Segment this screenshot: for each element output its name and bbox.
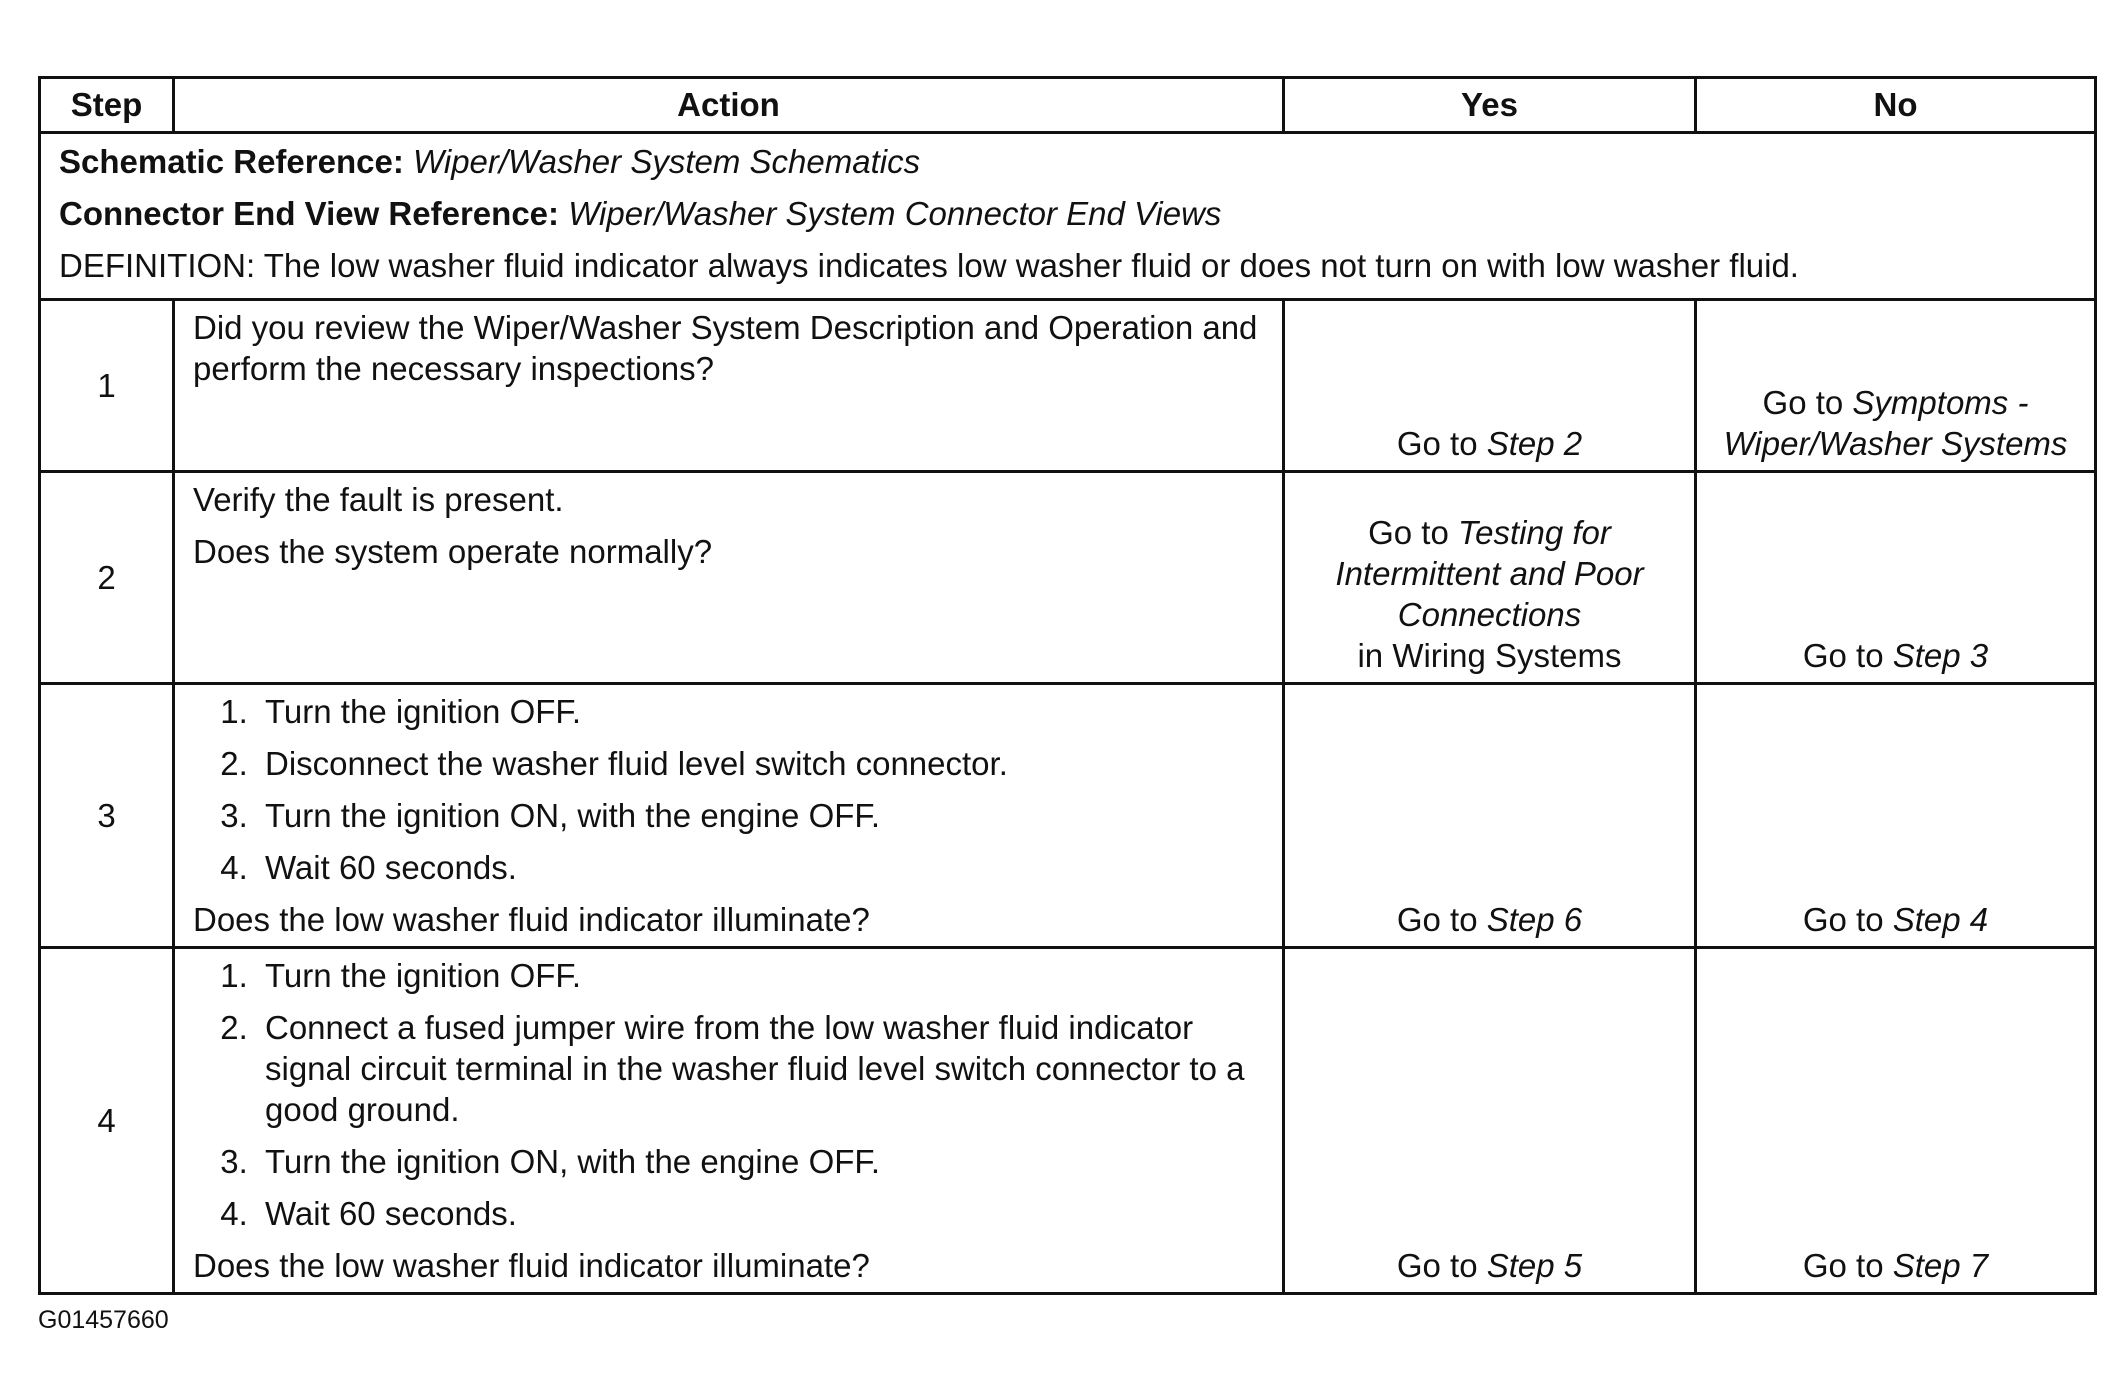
action-item: 4. Wait 60 seconds. — [257, 1193, 1264, 1234]
figure-id: G01457660 — [38, 1306, 169, 1334]
header-yes: Yes — [1284, 78, 1696, 133]
step-row-3 — [40, 684, 2096, 948]
step-action — [174, 472, 1284, 684]
no-result — [1696, 472, 2096, 684]
no-prefix: Go to — [1802, 901, 1893, 938]
no-link[interactable]: Symptoms - Wiper/Washer Systems — [1723, 384, 2068, 462]
diagnostic-table — [38, 76, 2097, 1295]
yes-result — [1284, 684, 1696, 948]
schematic-reference-label: Schematic Reference: — [59, 143, 404, 180]
action-item: 3. Turn the ignition ON, with the engine OFF. — [257, 795, 1264, 836]
header-row — [40, 78, 2096, 133]
no-result — [1696, 684, 2096, 948]
definition-text: DEFINITION: The low washer fluid indicator always indicates low washer fluid or does not turn on with low washer fluid. — [59, 247, 1799, 284]
action-item: 1. Turn the ignition OFF. — [257, 955, 1264, 996]
action-item: 2. Disconnect the washer fluid level switch connector. — [257, 743, 1264, 784]
step-question: Does the low washer fluid indicator illuminate? — [193, 1247, 870, 1284]
action-item: 4. Wait 60 seconds. — [257, 847, 1264, 888]
step-intro: Verify the fault is present. — [193, 481, 564, 518]
action-item: 1. Turn the ignition OFF. — [257, 691, 1264, 732]
connector-reference-label: Connector End View Reference: — [59, 195, 560, 232]
step-action — [174, 300, 1284, 472]
yes-link[interactable]: Step 5 — [1486, 1247, 1583, 1284]
no-link[interactable]: Step 4 — [1892, 901, 1989, 938]
header-step: Step — [40, 78, 174, 133]
action-list — [193, 955, 1264, 1234]
yes-result — [1284, 472, 1696, 684]
yes-link[interactable]: Testing for Intermittent and Poor Connections — [1335, 514, 1644, 633]
yes-suffix: in Wiring Systems — [1357, 637, 1622, 674]
step-row-2 — [40, 472, 2096, 684]
action-item: 2. Connect a fused jumper wire from the low washer fluid indicator signal circuit terminal in the washer fluid level switch connector to a good ground. — [257, 1007, 1264, 1130]
yes-link[interactable]: Step 6 — [1486, 901, 1583, 938]
action-list — [193, 691, 1264, 888]
connector-reference — [59, 188, 2076, 240]
step-number: 4 — [40, 948, 174, 1294]
connector-reference-link[interactable]: Wiper/Washer System Connector End Views — [568, 195, 1222, 232]
yes-prefix: Go to — [1396, 425, 1487, 462]
step-row-4 — [40, 948, 2096, 1294]
no-result — [1696, 300, 2096, 472]
action-item: 3. Turn the ignition ON, with the engine OFF. — [257, 1141, 1264, 1182]
yes-link[interactable]: Step 2 — [1486, 425, 1583, 462]
yes-result — [1284, 300, 1696, 472]
yes-prefix: Go to — [1396, 1247, 1487, 1284]
step-number: 2 — [40, 472, 174, 684]
header-action: Action — [174, 78, 1284, 133]
no-link[interactable]: Step 3 — [1892, 637, 1989, 674]
reference-cell — [40, 133, 2096, 300]
schematic-reference-link[interactable]: Wiper/Washer System Schematics — [413, 143, 921, 180]
no-prefix: Go to — [1762, 384, 1853, 421]
schematic-reference — [59, 136, 2076, 188]
header-no: No — [1696, 78, 2096, 133]
diagnostic-table-container — [38, 76, 2094, 1295]
no-prefix: Go to — [1802, 1247, 1893, 1284]
step-action — [174, 684, 1284, 948]
reference-row — [40, 133, 2096, 300]
step-row-1 — [40, 300, 2096, 472]
yes-prefix: Go to — [1368, 514, 1458, 551]
step-number: 3 — [40, 684, 174, 948]
step-question: Did you review the Wiper/Washer System Description and Operation and perform the necessary inspections? — [193, 309, 1258, 387]
step-number: 1 — [40, 300, 174, 472]
yes-result — [1284, 948, 1696, 1294]
step-question: Does the system operate normally? — [193, 533, 713, 570]
step-action — [174, 948, 1284, 1294]
no-result — [1696, 948, 2096, 1294]
no-link[interactable]: Step 7 — [1892, 1247, 1989, 1284]
yes-prefix: Go to — [1396, 901, 1487, 938]
no-prefix: Go to — [1802, 637, 1893, 674]
step-question: Does the low washer fluid indicator illuminate? — [193, 901, 870, 938]
